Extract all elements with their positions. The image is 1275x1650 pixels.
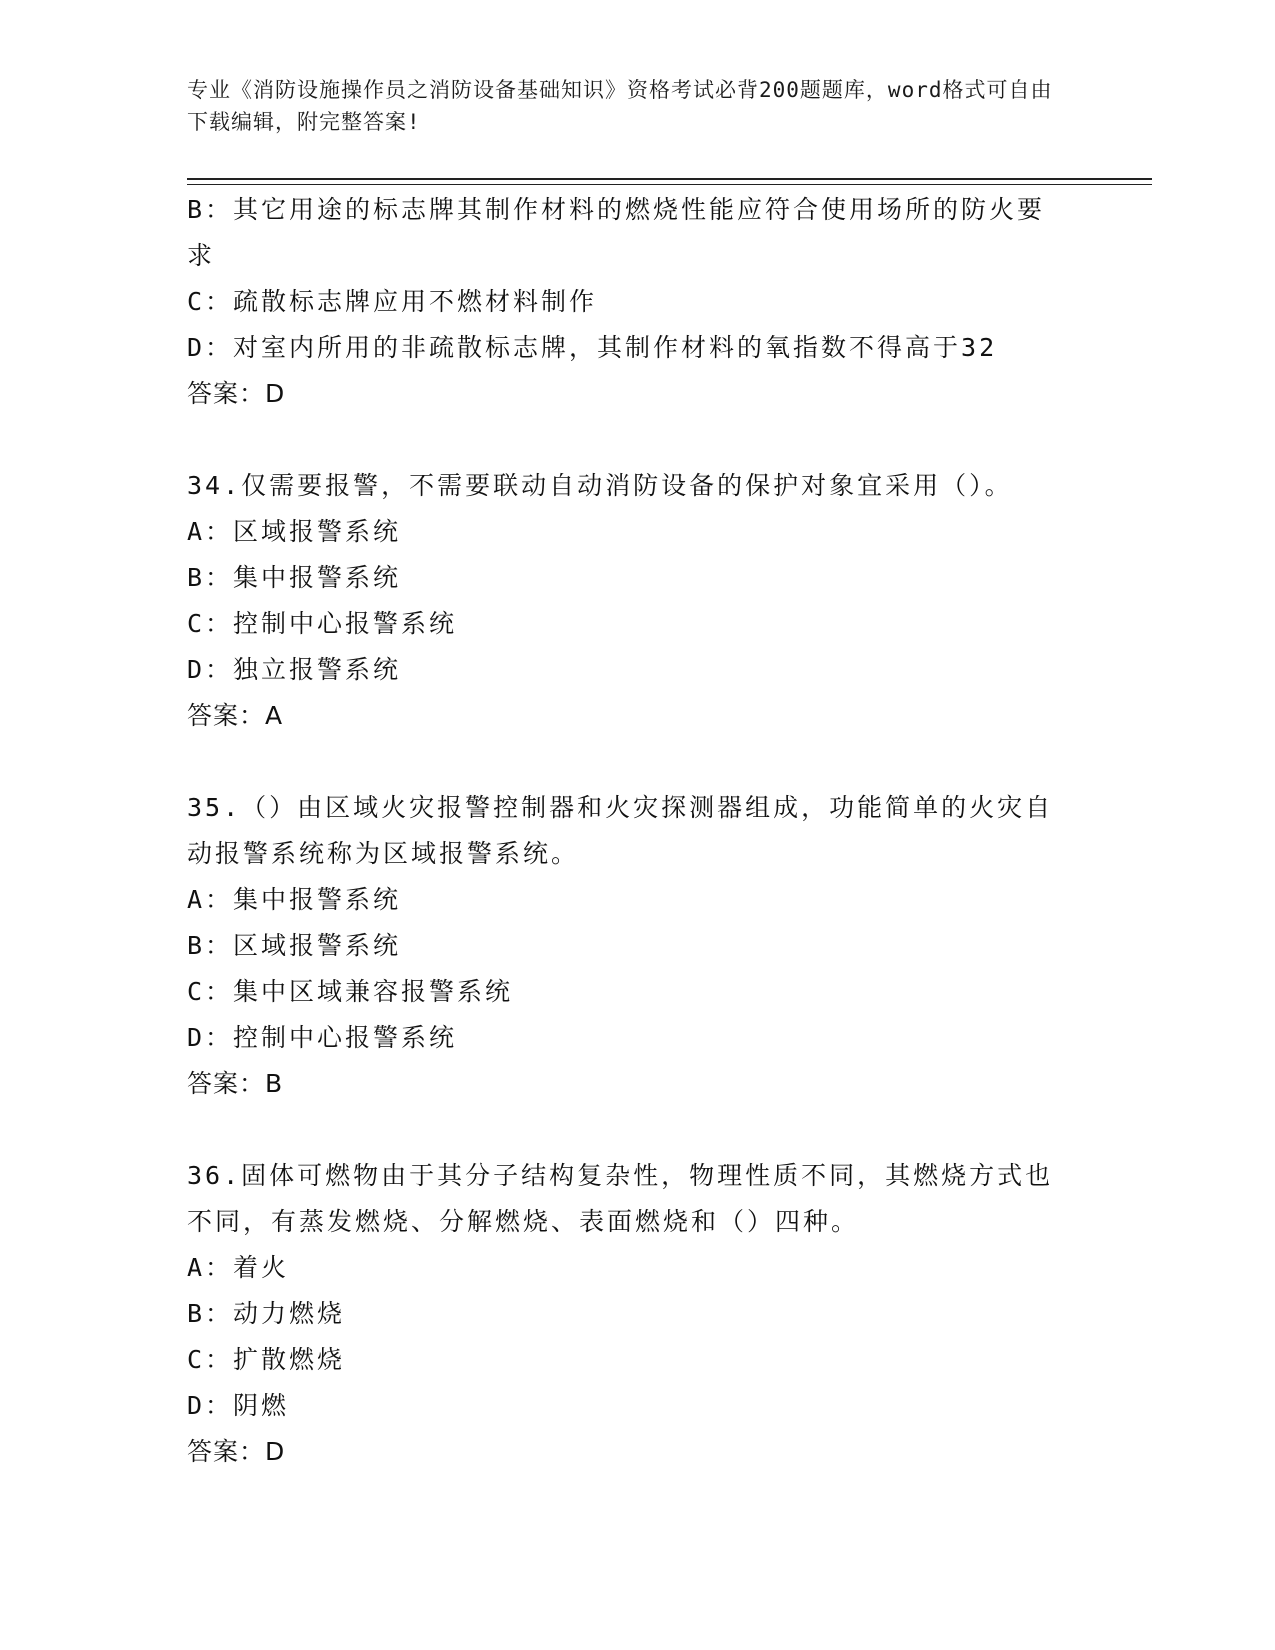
option-d: D：对室内所用的非疏散标志牌，其制作材料的氧指数不得高于32 — [187, 333, 998, 362]
question-stem-line-1: 35.（）由区域火灾报警控制器和火灾探测器组成，功能简单的火灾自 — [187, 793, 1054, 822]
question-35 — [187, 785, 1087, 1107]
option-b: B：集中报警系统 — [187, 563, 402, 592]
previous-question-tail — [187, 187, 1087, 417]
question-stem-line-2: 不同，有蒸发燃烧、分解燃烧、表面燃烧和（）四种。 — [187, 1207, 860, 1236]
option-d: D：阴燃 — [187, 1391, 290, 1420]
answer-line: 答案：D — [187, 379, 286, 408]
option-d: D：控制中心报警系统 — [187, 1023, 458, 1052]
option-a: A：区域报警系统 — [187, 517, 402, 546]
option-a: A：着火 — [187, 1253, 290, 1282]
document-header: 专业《消防设施操作员之消防设备基础知识》资格考试必背200题题库，word格式可自由下载编辑，附完整答案! — [187, 78, 1053, 134]
answer-line: 答案：B — [187, 1069, 284, 1098]
question-content — [187, 187, 1087, 1475]
option-c: C：集中区域兼容报警系统 — [187, 977, 514, 1006]
header-divider — [187, 178, 1152, 185]
option-d: D：独立报警系统 — [187, 655, 402, 684]
answer-line: 答案：D — [187, 1437, 286, 1466]
question-stem-line-1: 36.固体可燃物由于其分子结构复杂性，物理性质不同，其燃烧方式也 — [187, 1161, 1054, 1190]
option-b-line-2: 求 — [187, 241, 216, 270]
option-c: C：疏散标志牌应用不燃材料制作 — [187, 287, 598, 316]
option-c: C：控制中心报警系统 — [187, 609, 458, 638]
option-b: B：区域报警系统 — [187, 931, 402, 960]
question-stem-line-2: 动报警系统称为区域报警系统。 — [187, 839, 580, 868]
question-36 — [187, 1153, 1087, 1475]
option-c: C：扩散燃烧 — [187, 1345, 346, 1374]
option-b: B：动力燃烧 — [187, 1299, 346, 1328]
answer-line: 答案：A — [187, 701, 284, 730]
option-a: A：集中报警系统 — [187, 885, 402, 914]
question-34 — [187, 463, 1087, 739]
option-b-line-1: B：其它用途的标志牌其制作材料的燃烧性能应符合使用场所的防火要 — [187, 195, 1046, 224]
question-stem: 34.仅需要报警，不需要联动自动消防设备的保护对象宜采用（）。 — [187, 471, 1013, 500]
